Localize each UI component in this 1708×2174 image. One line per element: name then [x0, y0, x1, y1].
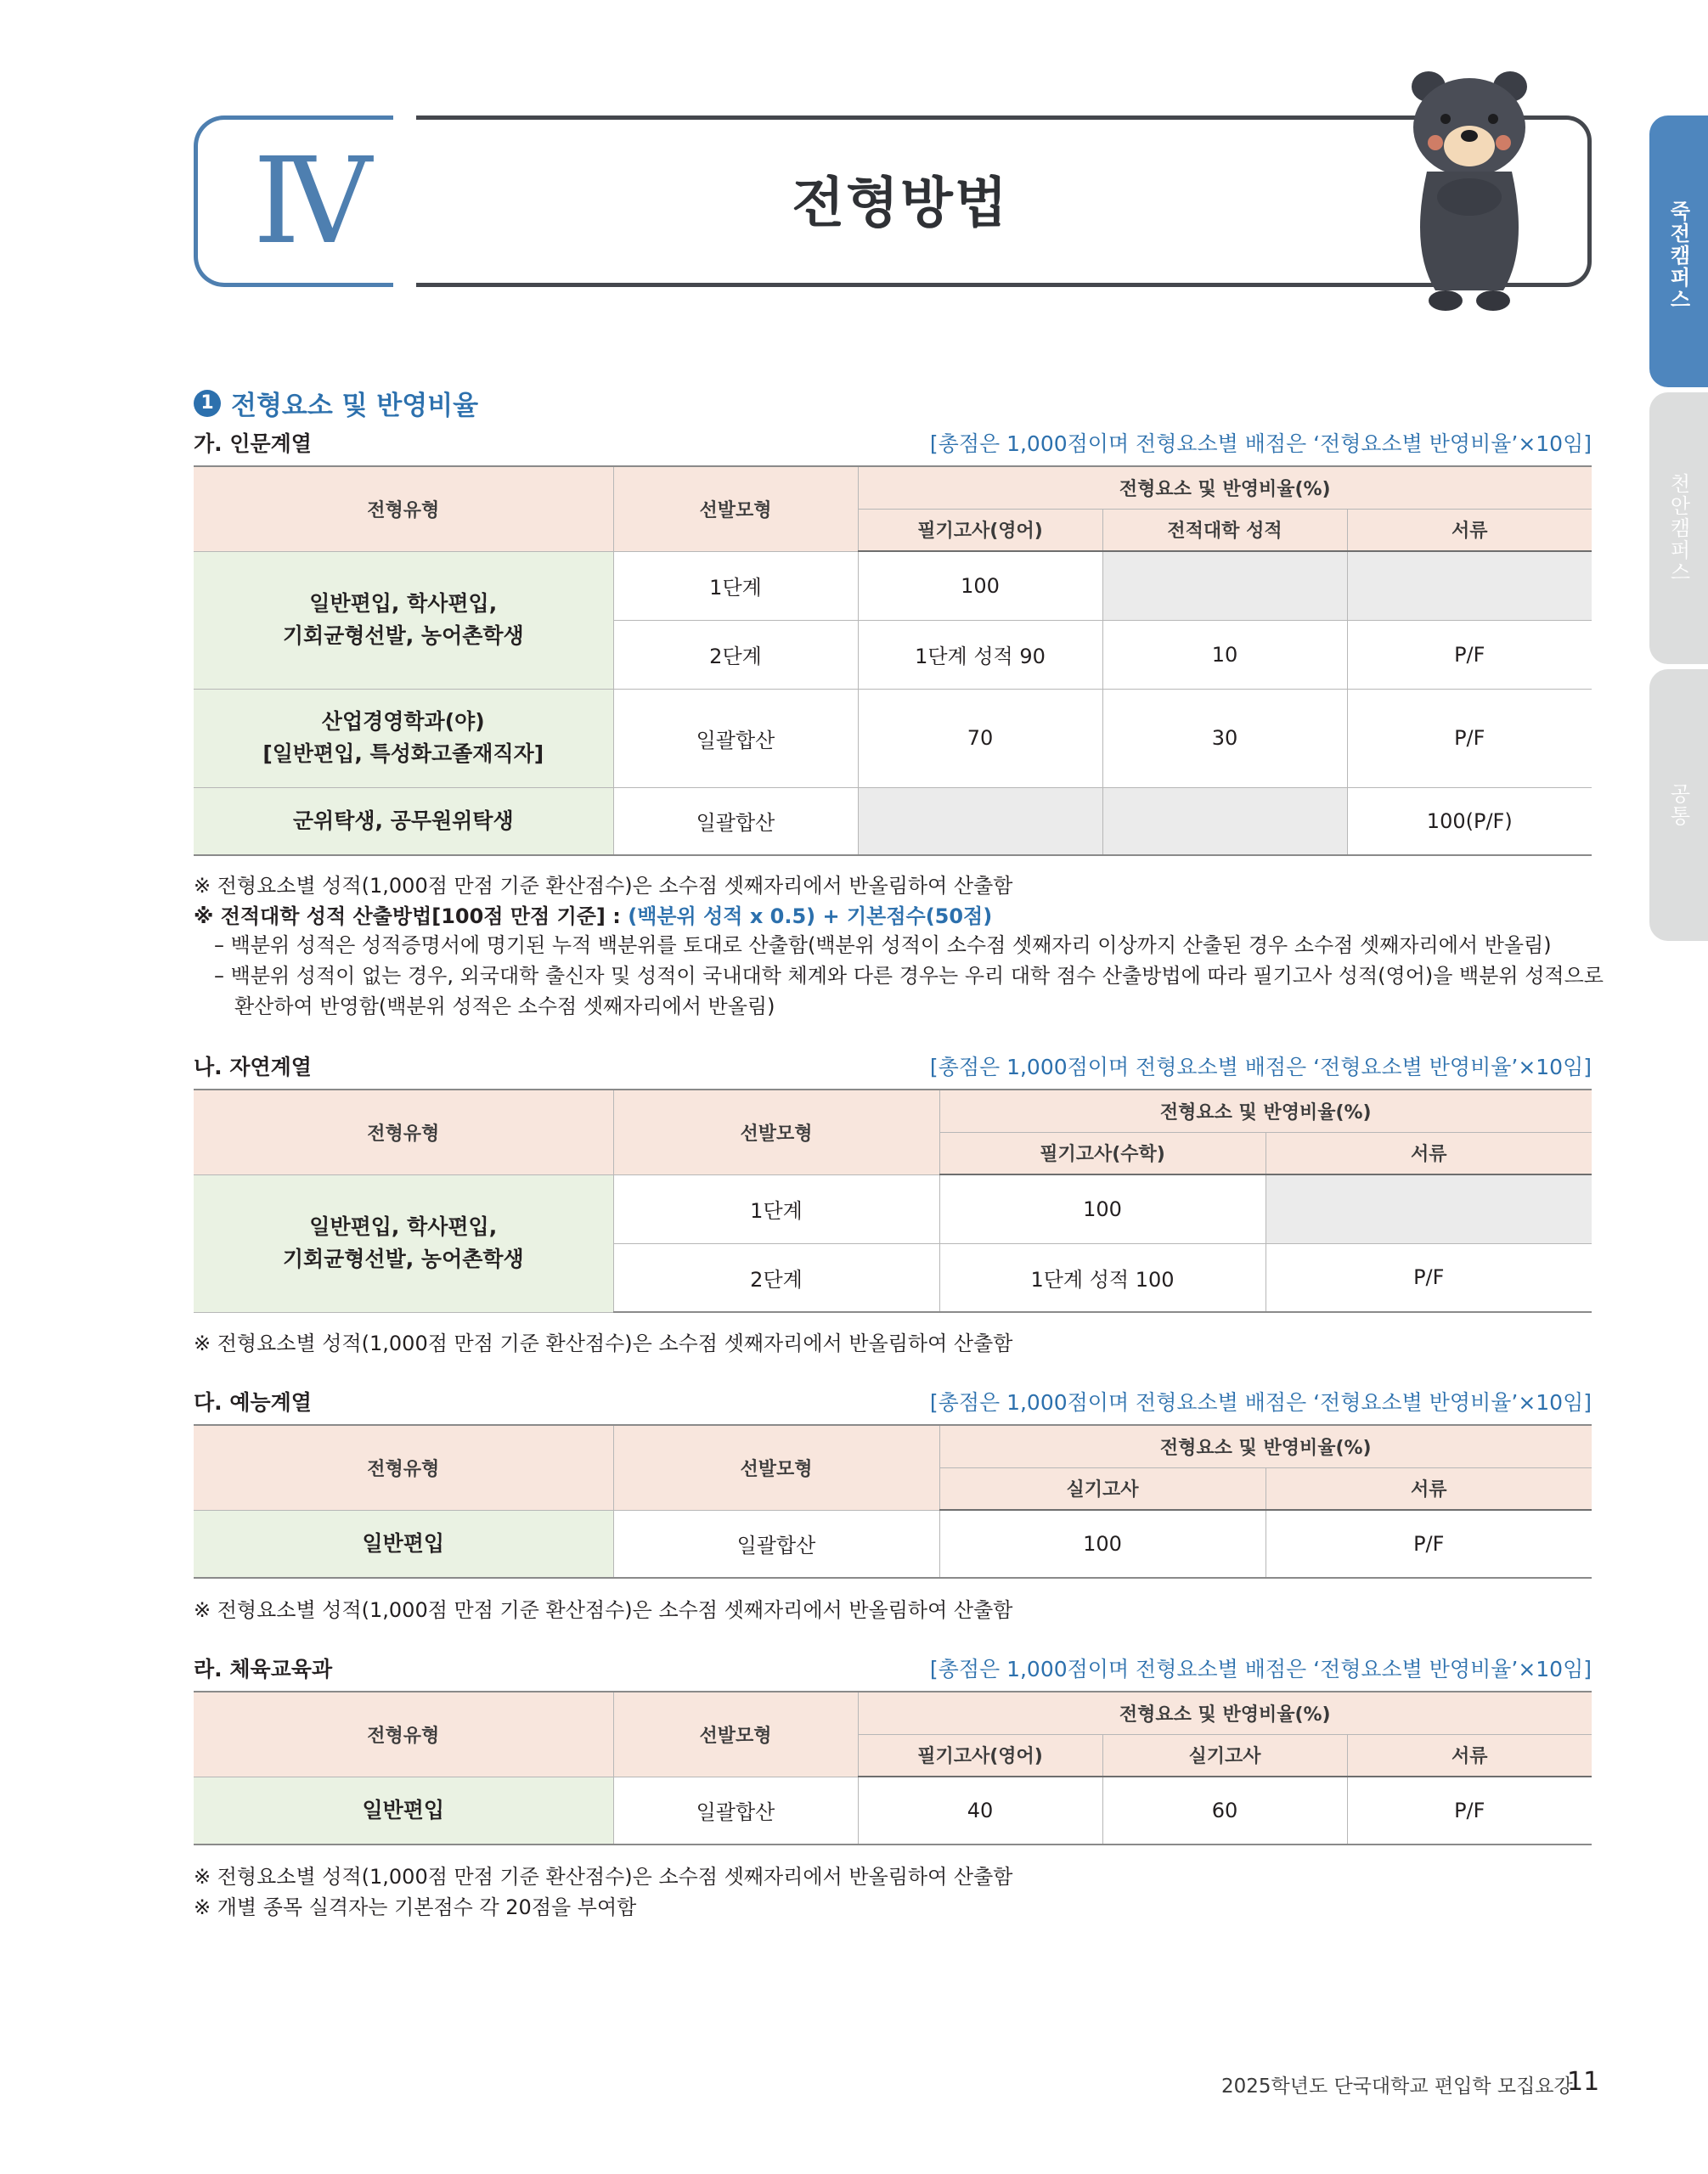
header-col: 서류	[1347, 509, 1592, 551]
cell-model: 1단계	[613, 551, 858, 620]
cell-value: 100	[939, 1510, 1265, 1578]
header-elements: 전형요소 및 반영비율(%)	[939, 1090, 1592, 1132]
cell-model: 2단계	[613, 1243, 939, 1312]
header-elements: 전형요소 및 반영비율(%)	[939, 1425, 1592, 1467]
cell-value: P/F	[1265, 1510, 1592, 1578]
table-pe	[194, 1691, 1592, 1845]
cell-type: 일반편입	[194, 1777, 613, 1845]
header-type: 전형유형	[194, 1425, 613, 1510]
score-note-pe: [총점은 1,000점이며 전형요소별 배점은 ‘전형요소별 반영비율’×10임]	[929, 1657, 1592, 1681]
score-note-arts: [총점은 1,000점이며 전형요소별 배점은 ‘전형요소별 반영비율’×10임]	[929, 1390, 1592, 1415]
section-heading	[194, 384, 478, 422]
table-arts	[194, 1424, 1592, 1579]
page-number: 11	[1567, 2067, 1600, 2097]
cell-type: 군위탁생, 공무원위탁생	[194, 787, 613, 855]
cell-model: 일괄합산	[613, 689, 858, 787]
section-title: 전형요소 및 반영비율	[231, 391, 479, 421]
score-note-science: [총점은 1,000점이며 전형요소별 배점은 ‘전형요소별 반영비율’×10임]	[929, 1055, 1592, 1079]
header-type: 전형유형	[194, 1692, 613, 1777]
cell-value: 100	[858, 551, 1102, 620]
note-text: ※ 전형요소별 성적(1,000점 만점 기준 환산점수)은 소수점 셋째자리에서 반올림하여 산출함	[194, 1865, 1013, 1889]
header-col: 서류	[1347, 1734, 1592, 1777]
cell-value: 60	[1102, 1777, 1347, 1845]
tab-common[interactable]: 공통	[1649, 669, 1708, 941]
header-col: 서류	[1265, 1132, 1592, 1174]
cell-value: 1단계 성적 90	[858, 620, 1102, 689]
tab-jukjeon-campus[interactable]: 죽전캠퍼스	[1649, 115, 1708, 387]
header-col: 필기고사(영어)	[858, 1734, 1102, 1777]
note-text: ※ 개별 종목 실격자는 기본점수 각 20점을 부여함	[194, 1895, 637, 1919]
footer-text: 2025학년도 단국대학교 편입학 모집요강	[1221, 2075, 1573, 2098]
subsection-title-arts: 다. 예능계열	[194, 1390, 312, 1415]
tab-cheonan-campus[interactable]: 천안캠퍼스	[1649, 392, 1708, 664]
cell-model: 2단계	[613, 620, 858, 689]
cell-value: 40	[858, 1777, 1102, 1845]
header-model: 선발모형	[613, 466, 858, 551]
header-col: 실기고사	[1102, 1734, 1347, 1777]
note-formula: (백분위 성적 x 0.5) + 기본점수(50점)	[628, 904, 993, 928]
cell-type: 일반편입, 학사편입, 기회균형선발, 농어촌학생	[194, 551, 613, 689]
header-elements: 전형요소 및 반영비율(%)	[858, 1692, 1592, 1734]
header-col: 전적대학 성적	[1102, 509, 1347, 551]
cell-empty	[1102, 787, 1347, 855]
subsection-title-humanities: 가. 인문계열	[194, 431, 312, 456]
table-row	[194, 1510, 1592, 1578]
note-text: 환산하여 반영함(백분위 성적은 소수점 셋째자리에서 반올림)	[234, 994, 775, 1018]
bear-mascot-icon	[1393, 61, 1546, 316]
cell-empty	[1102, 551, 1347, 620]
cell-type: 일반편입	[194, 1510, 613, 1578]
cell-value: 30	[1102, 689, 1347, 787]
note-text: ※ 전형요소별 성적(1,000점 만점 기준 환산점수)은 소수점 셋째자리에서 반올림하여 산출함	[194, 1332, 1013, 1355]
table-row	[194, 787, 1592, 855]
score-note-humanities: [총점은 1,000점이며 전형요소별 배점은 ‘전형요소별 반영비율’×10임]	[929, 431, 1592, 456]
table-row	[194, 689, 1592, 787]
cell-empty	[858, 787, 1102, 855]
cell-model: 일괄합산	[613, 1777, 858, 1845]
section-number-badge: 1	[194, 390, 221, 417]
header-col: 실기고사	[939, 1467, 1265, 1510]
header-col: 서류	[1265, 1467, 1592, 1510]
page-title: 전형방법	[792, 172, 1009, 235]
note-text: ※ 전형요소별 성적(1,000점 만점 기준 환산점수)은 소수점 셋째자리에서 반올림하여 산출함	[194, 874, 1013, 898]
cell-value: P/F	[1265, 1243, 1592, 1312]
note-text: – 백분위 성적은 성적증명서에 명기된 누적 백분위를 토대로 산출함(백분위 성적이 소수점 셋째자리 이상까지 산출된 경우 소수점 셋째자리에서 반올림)	[214, 933, 1552, 957]
cell-value: P/F	[1347, 1777, 1592, 1845]
header-type: 전형유형	[194, 466, 613, 551]
table-row	[194, 1174, 1592, 1243]
cell-empty	[1347, 551, 1592, 620]
cell-model: 일괄합산	[613, 787, 858, 855]
table-row	[194, 1777, 1592, 1845]
chapter-numeral: Ⅳ	[253, 132, 369, 271]
cell-value: 10	[1102, 620, 1347, 689]
cell-value: 70	[858, 689, 1102, 787]
cell-model: 일괄합산	[613, 1510, 939, 1578]
note-text: ※ 전형요소별 성적(1,000점 만점 기준 환산점수)은 소수점 셋째자리에서 반올림하여 산출함	[194, 1598, 1013, 1622]
cell-value: P/F	[1347, 689, 1592, 787]
header-col: 필기고사(수학)	[939, 1132, 1265, 1174]
table-science	[194, 1089, 1592, 1313]
subsection-title-pe: 라. 체육교육과	[194, 1657, 333, 1681]
header-type: 전형유형	[194, 1090, 613, 1174]
cell-empty	[1265, 1174, 1592, 1243]
header-model: 선발모형	[613, 1090, 939, 1174]
header-model: 선발모형	[613, 1425, 939, 1510]
note-text	[194, 899, 992, 929]
header-model: 선발모형	[613, 1692, 858, 1777]
cell-type: 일반편입, 학사편입, 기회균형선발, 농어촌학생	[194, 1174, 613, 1312]
cell-value: 100	[939, 1174, 1265, 1243]
cell-value: P/F	[1347, 620, 1592, 689]
cell-type: 산업경영학과(야) [일반편입, 특성화고졸재직자]	[194, 689, 613, 787]
cell-value: 1단계 성적 100	[939, 1243, 1265, 1312]
table-humanities	[194, 465, 1592, 856]
subsection-title-science: 나. 자연계열	[194, 1055, 312, 1079]
note-bold: ※ 전적대학 성적 산출방법[100점 만점 기준] :	[194, 904, 629, 928]
header-elements: 전형요소 및 반영비율(%)	[858, 466, 1592, 509]
table-row	[194, 551, 1592, 620]
note-text: – 백분위 성적이 없는 경우, 외국대학 출신자 및 성적이 국내대학 체계와 다른 경우는 우리 대학 점수 산출방법에 따라 필기고사 성적(영어)을 백분위 성적으로	[214, 964, 1604, 988]
cell-value: 100(P/F)	[1347, 787, 1592, 855]
cell-model: 1단계	[613, 1174, 939, 1243]
header-col: 필기고사(영어)	[858, 509, 1102, 551]
